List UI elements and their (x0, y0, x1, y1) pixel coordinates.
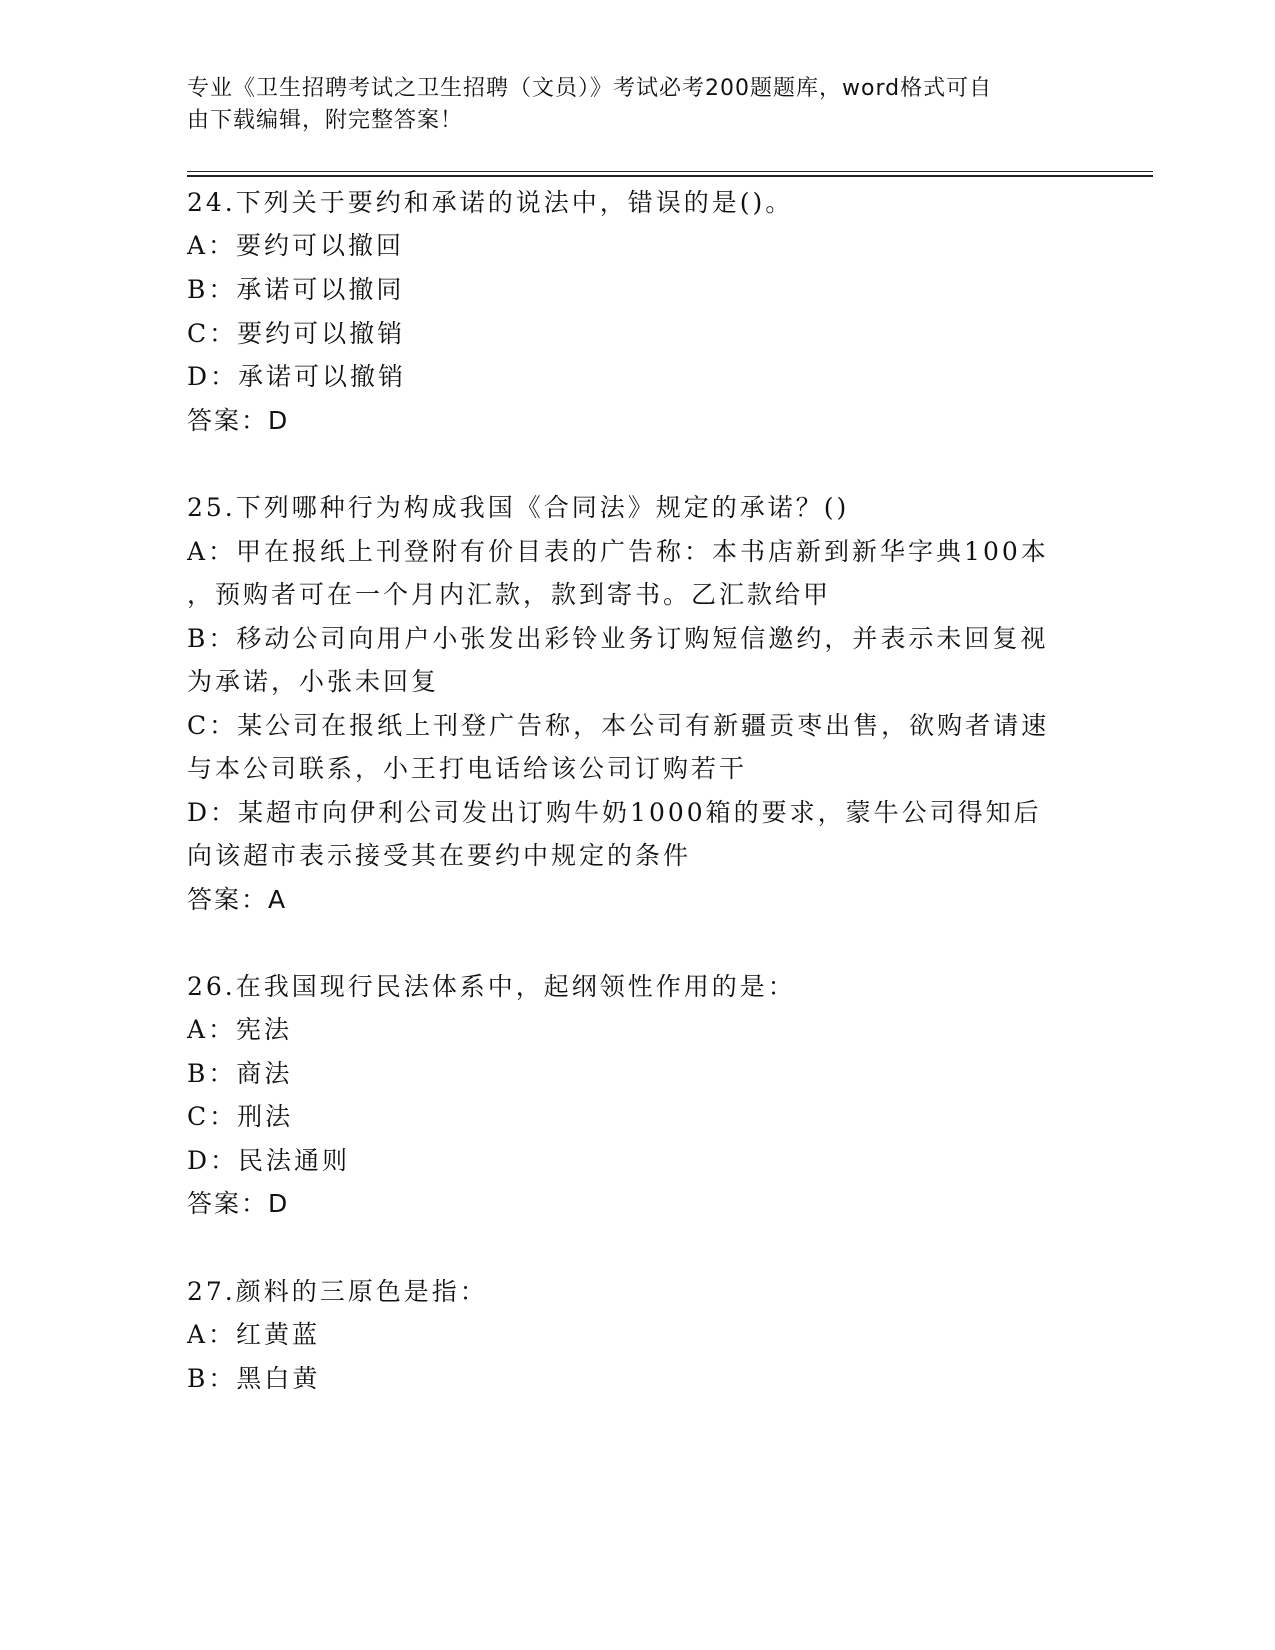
question-24-option-a: A：要约可以撤回 (187, 231, 405, 260)
question-26-option-b: B：商法 (187, 1059, 293, 1088)
question-25-option-b-line-2: 为承诺，小张未回复 (187, 667, 440, 696)
question-24-option-c: C：要约可以撤销 (187, 319, 406, 348)
question-25-option-a-line-1: A：甲在报纸上刊登附有价目表的广告称：本书店新到新华字典100本 (187, 537, 1049, 566)
question-27-option-a: A：红黄蓝 (187, 1320, 321, 1349)
question-24-answer: 答案：D (187, 406, 290, 435)
question-26-stem: 26.在我国现行民法体系中，起纲领性作用的是： (187, 972, 796, 1001)
question-24-option-b: B：承诺可以撤同 (187, 275, 405, 304)
question-25-option-c-line-2: 与本公司联系，小王打电话给该公司订购若干 (187, 754, 748, 783)
header-line-2: 由下载编辑，附完整答案！ (187, 108, 464, 133)
header-divider-bottom (187, 175, 1153, 177)
question-27-stem: 27.颜料的三原色是指： (187, 1277, 488, 1306)
question-26-answer: 答案：D (187, 1189, 290, 1218)
question-25-option-d-line-1: D：某超市向伊利公司发出订购牛奶1000箱的要求，蒙牛公司得知后 (187, 798, 1042, 827)
question-24-option-d: D：承诺可以撤销 (187, 362, 407, 391)
question-24-stem: 24.下列关于要约和承诺的说法中，错误的是()。 (187, 188, 794, 217)
header-divider-top (187, 171, 1153, 172)
header-line-1: 专业《卫生招聘考试之卫生招聘（文员）》考试必考200题题库，word格式可自 (187, 76, 993, 101)
question-25-option-b-line-1: B：移动公司向用户小张发出彩铃业务订购短信邀约，并表示未回复视 (187, 624, 1049, 653)
question-25-option-c-line-1: C：某公司在报纸上刊登广告称，本公司有新疆贡枣出售，欲购者请速 (187, 711, 1050, 740)
question-25-option-d-line-2: 向该超市表示接受其在要约中规定的条件 (187, 841, 692, 870)
question-26-option-d: D：民法通则 (187, 1146, 351, 1175)
question-26-option-a: A：宪法 (187, 1015, 293, 1044)
question-25-stem: 25.下列哪种行为构成我国《合同法》规定的承诺？() (187, 493, 850, 522)
question-27-option-b: B：黑白黄 (187, 1364, 321, 1393)
question-25-option-a-line-2: ，预购者可在一个月内汇款，款到寄书。乙汇款给甲 (187, 580, 832, 609)
question-26-option-c: C：刑法 (187, 1102, 294, 1131)
question-25-answer: 答案：A (187, 885, 288, 914)
document-header (187, 73, 1067, 137)
